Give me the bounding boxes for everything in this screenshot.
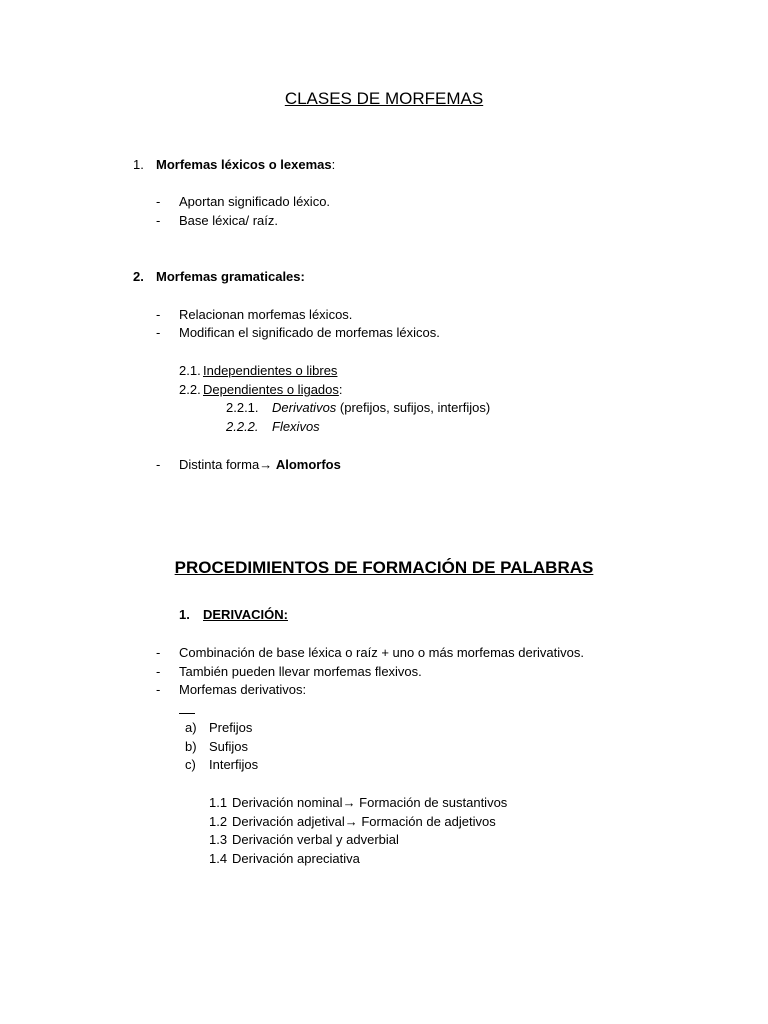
alomorfos-bold: Alomorfos bbox=[275, 457, 341, 472]
sub-item bbox=[232, 814, 496, 830]
blank-line bbox=[179, 702, 195, 718]
bullet-dash: - bbox=[156, 682, 161, 697]
heading-clases-de-morfemas: CLASES DE MORFEMAS bbox=[284, 89, 484, 108]
sub-item-text: Derivación nominal bbox=[232, 795, 343, 810]
subsection-2-2-heading bbox=[203, 382, 343, 398]
subsection-2-2-2-title: Flexivos bbox=[272, 419, 320, 434]
letter-item: Interfijos bbox=[209, 757, 259, 772]
subsection-2-2-2-number: 2.2.2. bbox=[226, 419, 259, 434]
arrow-right-icon: → bbox=[342, 795, 356, 810]
sub-number: 1.3 bbox=[209, 832, 228, 847]
list-item: Relacionan morfemas léxicos. bbox=[179, 307, 353, 322]
list-item: Modifican el significado de morfemas léxicos. bbox=[179, 325, 440, 340]
sub-item-rest: Formación de adjetivos bbox=[357, 814, 496, 829]
subsection-2-2-title: Dependientes o ligados bbox=[203, 382, 339, 397]
subsection-2-1-number: 2.1. bbox=[179, 363, 201, 378]
bullet-dash: - bbox=[156, 213, 161, 228]
list-item: Aportan significado léxico. bbox=[179, 194, 331, 209]
bullet-dash: - bbox=[156, 645, 161, 660]
list-item: Base léxica/ raíz. bbox=[179, 213, 278, 228]
subsection-2-1-title: Independientes o libres bbox=[203, 363, 338, 378]
section-2-title: Morfemas gramaticales: bbox=[156, 269, 305, 284]
subsection-2-2-1-text bbox=[272, 400, 490, 416]
derivativos-term: Derivativos bbox=[272, 400, 337, 415]
letter-item: Sufijos bbox=[209, 739, 249, 754]
derivacion-title: DERIVACIÓN: bbox=[203, 607, 288, 622]
sub-item-rest: Formación de sustantivos bbox=[355, 795, 508, 810]
heading-procedimientos: PROCEDIMIENTOS DE FORMACIÓN DE PALABRAS bbox=[174, 558, 594, 577]
sub-number: 1.2 bbox=[209, 814, 228, 829]
sub-item-text: Derivación adjetival bbox=[232, 814, 345, 829]
arrow-right-icon: → bbox=[259, 457, 273, 472]
bullet-dash: - bbox=[156, 457, 161, 472]
derivativos-note: (prefijos, sufijos, interfijos) bbox=[336, 400, 491, 415]
list-item: Morfemas derivativos: bbox=[179, 682, 307, 697]
section-1-number: 1. bbox=[133, 157, 144, 172]
letter-mark: b) bbox=[185, 739, 197, 754]
list-item: También pueden llevar morfemas flexivos. bbox=[179, 664, 422, 679]
list-item: Combinación de base léxica o raíz + uno o más morfemas derivativos. bbox=[179, 645, 584, 660]
letter-mark: a) bbox=[185, 720, 197, 735]
section-1-title: Morfemas léxicos o lexemas bbox=[156, 157, 332, 172]
bullet-dash: - bbox=[156, 325, 161, 340]
arrow-right-icon: → bbox=[344, 814, 358, 829]
sub-item: Derivación verbal y adverbial bbox=[232, 832, 399, 847]
section-1-colon: : bbox=[331, 157, 336, 172]
letter-item: Prefijos bbox=[209, 720, 253, 735]
bullet-dash: - bbox=[156, 194, 161, 209]
sub-item bbox=[232, 795, 507, 811]
sub-item: Derivación apreciativa bbox=[232, 851, 360, 866]
section-2-number: 2. bbox=[133, 269, 144, 284]
section-1-heading bbox=[156, 157, 335, 173]
derivacion-number: 1. bbox=[179, 607, 190, 622]
bullet-dash: - bbox=[156, 307, 161, 322]
alomorfos-line bbox=[179, 457, 341, 473]
sub-number: 1.1 bbox=[209, 795, 228, 810]
sub-number: 1.4 bbox=[209, 851, 228, 866]
bullet-dash: - bbox=[156, 664, 161, 679]
subsection-2-2-1-number: 2.2.1. bbox=[226, 400, 259, 415]
letter-mark: c) bbox=[185, 757, 196, 772]
subsection-2-2-colon: : bbox=[338, 382, 343, 397]
alomorfos-text: Distinta forma bbox=[179, 457, 260, 472]
subsection-2-2-number: 2.2. bbox=[179, 382, 201, 397]
